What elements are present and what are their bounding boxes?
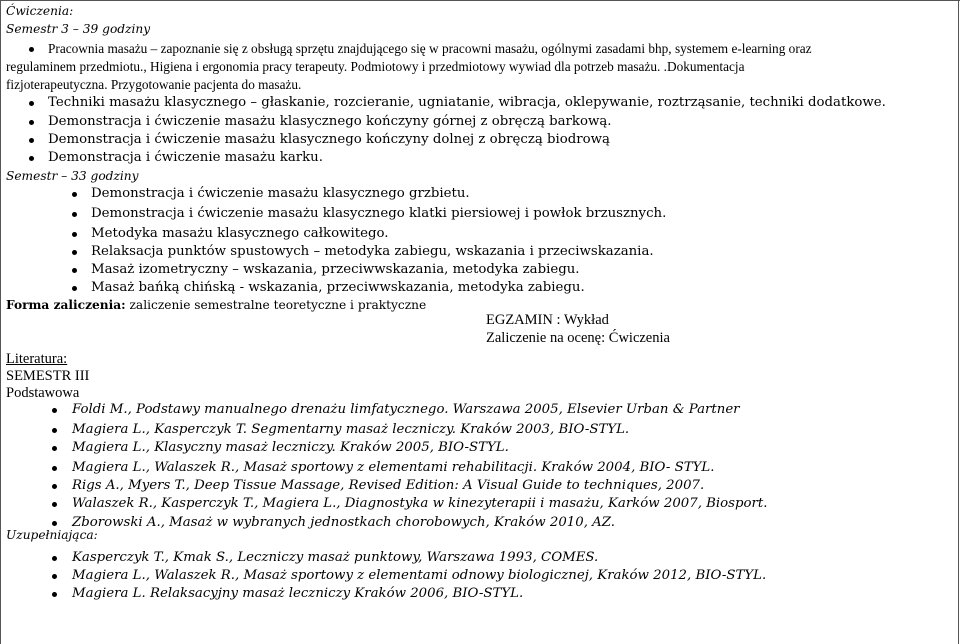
list-item: Pracownia masażu – zapoznanie się z obsługą sprzętu znajdującego się w pracowni masażu, ogólnymi zasadami bhp, systemem e-learning oraz bbox=[48, 41, 812, 56]
bullet bbox=[29, 138, 34, 143]
literatura-extra-label: Uzupełniająca: bbox=[6, 528, 98, 542]
list-item: Demonstracja i ćwiczenie masażu klasycznego klatki piersiowej i powłok brzusznych. bbox=[91, 206, 667, 221]
bibliography-item: Magiera L. Relaksacyjny masaż leczniczy Kraków 2006, BIO-STYL. bbox=[72, 586, 524, 601]
bullet bbox=[52, 408, 57, 413]
list-item: Masaż izometryczny – wskazania, przeciwwskazania, metodyka zabiegu. bbox=[91, 262, 580, 277]
bibliography-item: Walaszek R., Kasperczyk T., Magiera L., Diagnostyka w kinezyterapii i masażu, Karków 2007, Biosport. bbox=[72, 496, 768, 511]
forma-zaliczenia bbox=[6, 296, 426, 314]
list-item-continued: fizjoterapeutyczna. Przygotowanie pacjenta do masażu. bbox=[6, 77, 302, 92]
bibliography-item: Magiera L., Kasperczyk T. Segmentarny masaż leczniczy. Kraków 2003, BIO-STYL. bbox=[72, 422, 630, 437]
bullet bbox=[29, 47, 34, 52]
literatura-heading: Literatura: bbox=[6, 351, 68, 367]
bullet bbox=[72, 212, 77, 217]
bullet bbox=[52, 502, 57, 507]
bullet bbox=[72, 192, 77, 197]
bullet bbox=[29, 101, 34, 106]
bibliography-item: Magiera L., Klasyczny masaż leczniczy. Kraków 2005, BIO-STYL. bbox=[72, 440, 509, 455]
frame-left-border bbox=[0, 0, 1, 644]
forma-label: Forma zaliczenia: bbox=[6, 298, 126, 312]
literatura-basic-label: Podstawowa bbox=[6, 385, 80, 401]
bullet bbox=[72, 268, 77, 273]
bibliography-item: Foldi M., Podstawy manualnego drenażu limfatycznego. Warszawa 2005, Elsevier Urban & Partner bbox=[72, 402, 740, 417]
bullet bbox=[52, 466, 57, 471]
bullet bbox=[29, 156, 34, 161]
bullet bbox=[52, 556, 57, 561]
bibliography-item: Kasperczyk T., Kmak S., Leczniczy masaż punktowy, Warszawa 1993, COMES. bbox=[72, 550, 599, 565]
credit-line: Zaliczenie na ocenę: Ćwiczenia bbox=[486, 330, 670, 346]
list-item-continued: regulaminem przedmiotu., Higiena i ergonomia pracy terapeuty. Podmiotowy i przedmiotowy wywiad dla potrzeb masażu. .Dokumentacja bbox=[6, 59, 745, 74]
bullet bbox=[52, 446, 57, 451]
semester-3-heading: Semestr 3 – 39 godziny bbox=[6, 22, 151, 36]
bibliography-item: Zborowski A., Masaż w wybranych jednostkach chorobowych, Kraków 2010, AZ. bbox=[72, 515, 616, 530]
semester-next-heading: Semestr – 33 godziny bbox=[6, 169, 139, 183]
bullet bbox=[72, 232, 77, 237]
forma-value: zaliczenie semestralne teoretyczne i praktyczne bbox=[125, 298, 427, 312]
literatura-semester: SEMESTR III bbox=[6, 368, 90, 384]
bibliography-item: Magiera L., Walaszek R., Masaż sportowy z elementami odnowy biologicznej, Kraków 2012, BIO-STYL. bbox=[72, 568, 767, 583]
frame-right-border bbox=[958, 0, 959, 644]
bibliography-item: Magiera L., Walaszek R., Masaż sportowy z elementami rehabilitacji. Kraków 2004, BIO- STYL. bbox=[72, 460, 715, 475]
exam-line: EGZAMIN : Wykład bbox=[486, 312, 609, 328]
bullet bbox=[72, 250, 77, 255]
frame-top-border bbox=[0, 0, 960, 1]
bullet bbox=[52, 574, 57, 579]
bullet bbox=[52, 592, 57, 597]
list-item: Metodyka masażu klasycznego całkowitego. bbox=[91, 226, 389, 241]
list-item: Demonstracja i ćwiczenie masażu klasycznego kończyny dolnej z obręczą biodrową bbox=[48, 132, 610, 147]
bullet bbox=[52, 428, 57, 433]
list-item: Relaksacja punktów spustowych – metodyka zabiegu, wskazania i przeciwskazania. bbox=[91, 244, 654, 259]
list-item: Demonstracja i ćwiczenie masażu klasycznego kończyny górnej z obręczą barkową. bbox=[48, 114, 612, 129]
list-item: Demonstracja i ćwiczenie masażu karku. bbox=[48, 150, 323, 165]
list-item: Techniki masażu klasycznego – głaskanie, rozcieranie, ugniatanie, wibracja, oklepywanie, roztrząsanie, techniki dodatkowe. bbox=[48, 95, 886, 110]
list-item: Demonstracja i ćwiczenie masażu klasycznego grzbietu. bbox=[91, 186, 470, 201]
bibliography-item: Rigs A., Myers T., Deep Tissue Massage, Revised Edition: A Visual Guide to techniques, 2007. bbox=[72, 478, 705, 493]
bullet bbox=[52, 484, 57, 489]
list-item: Masaż bańką chińską - wskazania, przeciwwskazania, metodyka zabiegu. bbox=[91, 280, 585, 295]
bullet bbox=[29, 120, 34, 125]
bullet bbox=[72, 286, 77, 291]
section-title-cwiczenia: Ćwiczenia: bbox=[6, 4, 74, 18]
